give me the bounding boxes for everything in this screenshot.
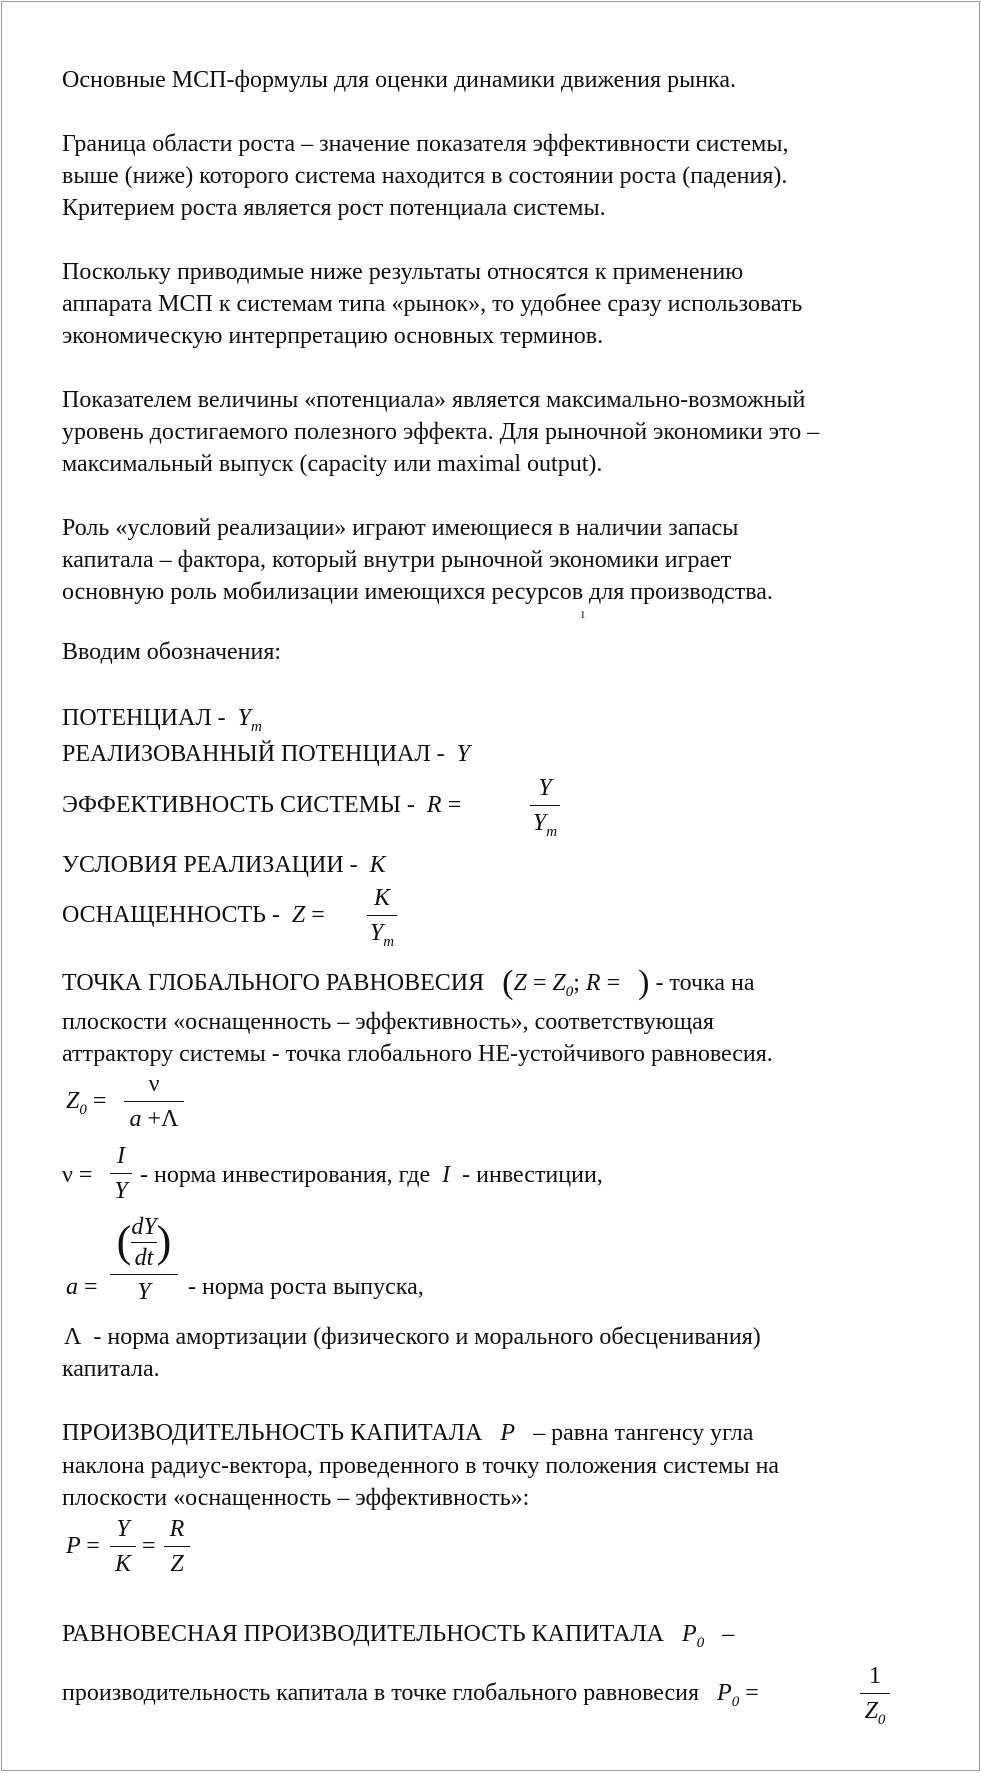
growth-rate-description: - норма роста выпуска, xyxy=(188,1274,424,1300)
document-title: Основные МСП-формулы для оценки динамики движения рынка. xyxy=(62,67,736,93)
notation-intro: Вводим обозначения: xyxy=(62,639,282,665)
amortization-text-cont: капитала. xyxy=(62,1356,160,1382)
productivity-heading xyxy=(62,1418,753,1448)
def-label: ОСНАЩЕННОСТЬ - xyxy=(62,902,280,928)
formula-p0: $P_0$ xyxy=(670,1621,705,1651)
amortization-row xyxy=(64,1322,761,1352)
def-tail: – равна тангенсу угла xyxy=(533,1420,754,1446)
fraction-y-over-ym: Y $Y_m$ xyxy=(530,774,560,846)
paragraph-potential xyxy=(62,384,942,480)
text-line: аттрактору системы - точка глобального НЕ-устойчивого равновесия. xyxy=(62,1041,773,1067)
global-equilibrium-description xyxy=(62,1006,942,1070)
formula-p-eq: P = xyxy=(66,1533,100,1559)
text-line: производительность капитала в точке глобального равновесия xyxy=(62,1680,700,1706)
formula-nu: ν = xyxy=(62,1162,93,1188)
formula-equilibrium-point: ($Z = Z_0$; R = ) xyxy=(502,964,650,1001)
def-label: УСЛОВИЯ РЕАЛИЗАЦИИ - xyxy=(62,852,358,878)
document-page xyxy=(1,1,980,1771)
fraction-one-over-z0: 1 $Z_0$ xyxy=(860,1662,890,1734)
text-line: максимальный выпуск (capacity или maximal output). xyxy=(62,451,603,477)
productivity-description xyxy=(62,1450,942,1514)
text-line: выше (ниже) которого система находится в состоянии роста (падения). xyxy=(62,163,788,189)
formula-r: R = xyxy=(420,792,462,818)
text-line: аппарата МСП к системам типа «рынок», то удобнее сразу использовать xyxy=(62,291,803,317)
fraction-nu-over-a-lambda: ν a +Λ xyxy=(124,1070,184,1133)
paragraph-market-terms xyxy=(62,256,942,352)
global-equilibrium-heading xyxy=(62,965,755,1007)
investments-text: - инвестиции, xyxy=(462,1162,603,1188)
amortization-text: - норма амортизации (физического и морального обесценивания) xyxy=(93,1324,761,1350)
formula-a: a = xyxy=(66,1274,98,1300)
fraction-i-over-y: I Y xyxy=(110,1142,132,1205)
text-line: плоскости «оснащенность – эффективность», соответствующая xyxy=(62,1009,714,1035)
def-label: ПРОИЗВОДИТЕЛЬНОСТЬ КАПИТАЛА xyxy=(62,1420,483,1446)
text-line: Граница области роста – значение показателя эффективности системы, xyxy=(62,131,789,157)
text-line: плоскости «оснащенность – эффективность»: xyxy=(62,1485,530,1511)
equilibrium-productivity-heading xyxy=(62,1619,734,1658)
equals-sign: = xyxy=(142,1533,156,1559)
equilibrium-productivity-description xyxy=(62,1678,759,1717)
def-efficiency xyxy=(62,790,461,820)
def-tail: - точка на xyxy=(655,970,755,996)
formula-z0: $Z_0$ = xyxy=(66,1088,107,1118)
fraction-r-over-z: R Z xyxy=(164,1515,190,1578)
def-label: РЕАЛИЗОВАННЫЙ ПОТЕНЦИАЛ - xyxy=(62,741,445,767)
def-equipment xyxy=(62,900,325,930)
formula-lambda: Λ xyxy=(64,1324,88,1350)
text-line: основную роль мобилизации имеющихся ресурсов для производства. xyxy=(62,579,773,605)
formula-y: Y xyxy=(450,741,470,767)
paragraph-conditions xyxy=(62,512,942,608)
nu-description xyxy=(140,1160,603,1190)
footnote-marker: 1 xyxy=(580,609,586,621)
formula-i: I xyxy=(436,1162,457,1188)
text-line: капитала – фактора, который внутри рыночной экономики играет xyxy=(62,547,732,573)
formula-nu-row xyxy=(62,1160,92,1190)
def-label: РАВНОВЕСНАЯ ПРОИЗВОДИТЕЛЬНОСТЬ КАПИТАЛА xyxy=(62,1621,665,1647)
def-potential xyxy=(62,703,262,742)
fraction-growth-rate: ( $\frac{dY}{dt}$ ) Y xyxy=(110,1214,178,1306)
text-line: Показателем величины «потенциала» является максимально-возможный xyxy=(62,387,806,413)
text-line: Роль «условий реализации» играют имеющиеся в наличии запасы xyxy=(62,515,739,541)
text-line: Поскольку приводимые ниже результаты относятся к применению xyxy=(62,259,744,285)
def-realized-potential xyxy=(62,739,470,769)
paragraph-growth-boundary xyxy=(62,128,942,224)
formula-p0-eq: $P_0$ = xyxy=(705,1680,759,1710)
fraction-y-over-k: Y K xyxy=(110,1515,136,1578)
formula-p: P xyxy=(488,1420,528,1446)
fraction-k-over-ym: K $Y_m$ xyxy=(367,884,397,956)
text-line: уровень достигаемого полезного эффекта. Для рыночной экономики это – xyxy=(62,419,820,445)
text-line: наклона радиус-вектора, проведенного в точку положения системы на xyxy=(62,1453,780,1479)
def-label: ЭФФЕКТИВНОСТЬ СИСТЕМЫ - xyxy=(62,792,415,818)
text-line: Критерием роста является рост потенциала системы. xyxy=(62,195,606,221)
formula-z: Z = xyxy=(285,902,325,928)
formula-k: K xyxy=(363,852,386,878)
def-label: ТОЧКА ГЛОБАЛЬНОГО РАВНОВЕСИЯ xyxy=(62,970,485,996)
text-line: экономическую интерпретацию основных терминов. xyxy=(62,323,604,349)
def-conditions xyxy=(62,850,386,880)
formula-ym: $Y_m$ xyxy=(231,705,262,735)
nu-text: - норма инвестирования, где xyxy=(140,1162,431,1188)
def-dash: – xyxy=(722,1621,735,1647)
def-label: ПОТЕНЦИАЛ - xyxy=(62,705,226,731)
